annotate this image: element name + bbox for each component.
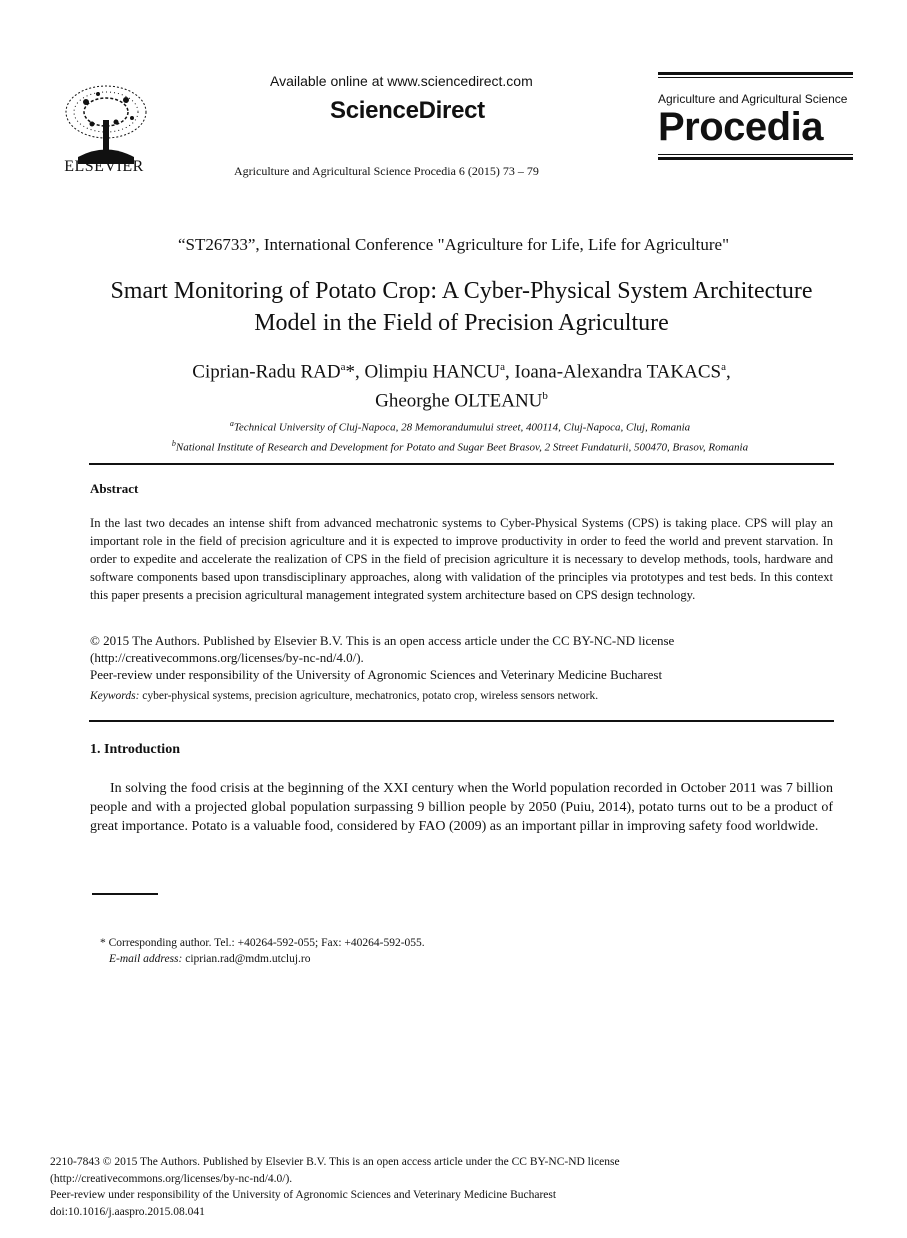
procedia-rule bbox=[658, 154, 853, 155]
procedia-logo bbox=[658, 72, 853, 162]
license-statement bbox=[90, 632, 833, 683]
affiliation-text: National Institute of Research and Development for Potato and Sugar Beet Brasov, 2 Street Fundaturii, 500470, Brasov, Romania bbox=[175, 441, 749, 454]
abstract-heading: Abstract bbox=[90, 481, 139, 496]
author-name: Gheorghe OLTEANU bbox=[375, 390, 543, 412]
author-name: Olimpiu HANCU bbox=[359, 361, 501, 383]
divider bbox=[89, 720, 834, 722]
affiliation-marker: b bbox=[542, 390, 548, 403]
paper-title: Smart Monitoring of Potato Crop: A Cyber-Physical System Architecture Model in the Field of Precision Agriculture bbox=[110, 278, 813, 336]
issn-copyright-line: 2210-7843 © 2015 The Authors. Published by Elsevier B.V. This is an open access article under the CC BY-NC-ND license bbox=[50, 1156, 620, 1168]
elsevier-wordmark: ELSEVIER bbox=[64, 158, 144, 175]
corresponding-author-note: * Corresponding author. Tel.: +40264-592-055; Fax: +40264-592-055. bbox=[100, 937, 425, 949]
peer-review-line: Peer-review under responsibility of the University of Agronomic Sciences and Veterinary Medicine Bucharest bbox=[50, 1189, 557, 1201]
sciencedirect-logo: ScienceDirect bbox=[330, 97, 485, 124]
footnote-rule bbox=[92, 893, 158, 895]
divider bbox=[89, 463, 834, 465]
keywords-text: cyber-physical systems, precision agriculture, mechatronics, potato crop, wireless sensors network. bbox=[139, 690, 599, 702]
affiliation-marker: a bbox=[721, 361, 726, 373]
peer-review-line: Peer-review under responsibility of the University of Agronomic Sciences and Veterinary Medicine Bucharest bbox=[90, 667, 663, 682]
affiliation-marker: a bbox=[229, 419, 234, 428]
doi[interactable]: doi:10.1016/j.aaspro.2015.08.041 bbox=[50, 1205, 205, 1218]
license-line: © 2015 The Authors. Published by Elsevier B.V. This is an open access article under the CC BY-NC-ND license bbox=[90, 633, 675, 648]
affiliation-marker: b bbox=[171, 438, 176, 448]
affiliation-text: Technical University of Cluj-Napoca, 28 Memorandumului street, 400114, Cluj-Napoca, Cluj, Romania bbox=[233, 421, 691, 434]
separator: , bbox=[505, 361, 510, 383]
introduction-paragraph: In solving the food crisis at the beginning of the XXI century when the World population recorded in October 2011 was 7 billion people and with a projected global population surpassing 9 billion people by 2050 (Puiu, 2014), potato turns out to be a product of great importance. Potato is a valuable food, considered by FAO (2009) as an important pillar in improving safety food worldwide. bbox=[90, 781, 833, 834]
bottom-copyright-block bbox=[50, 1154, 850, 1220]
author-list bbox=[100, 355, 823, 414]
procedia-title: Procedia bbox=[658, 105, 823, 149]
affiliations bbox=[60, 416, 860, 455]
corresponding-marker: *, bbox=[345, 361, 360, 383]
author-name: Ciprian-Radu RAD bbox=[192, 361, 341, 383]
affiliation-marker: a bbox=[340, 361, 346, 373]
affiliation-line bbox=[60, 416, 860, 436]
procedia-rule bbox=[658, 72, 853, 75]
email-address[interactable]: ciprian.rad@mdm.utcluj.ro bbox=[182, 953, 311, 965]
separator: , bbox=[725, 361, 731, 383]
available-online-text: Available online at www.sciencedirect.com bbox=[270, 73, 533, 89]
affiliation-marker: a bbox=[500, 361, 506, 373]
keywords bbox=[90, 690, 833, 702]
abstract-text: In the last two decades an intense shift from advanced mechatronic systems to Cyber-Physical Systems (CPS) is taking place. CPS will play an important role in the field of precision agriculture and it is expected to improve productivity in order to feed the world and prevent starvation. In order to expedite and accelerate the realization of CPS in the field of precision agriculture it is necessary to develop methods, tools, hardware and software components based upon transdisciplinary approaches, along with validation of the principles via prototypes and test beds. In this context this paper presents a precision agricultural management integrated system architecture based on CPS design technology. bbox=[90, 516, 833, 602]
license-link[interactable]: (http://creativecommons.org/licenses/by-nc-nd/4.0/). bbox=[50, 1172, 293, 1185]
section-heading-introduction: 1. Introduction bbox=[90, 742, 180, 757]
author-name: Ioana-Alexandra TAKACS bbox=[509, 361, 722, 383]
journal-reference: Agriculture and Agricultural Science Procedia 6 (2015) 73 – 79 bbox=[234, 164, 539, 178]
procedia-subtitle: Agriculture and Agricultural Science bbox=[658, 92, 848, 106]
footnote bbox=[100, 935, 425, 967]
email-label: E-mail address: bbox=[109, 953, 183, 965]
license-link[interactable]: (http://creativecommons.org/licenses/by-nc-nd/4.0/). bbox=[90, 650, 364, 665]
procedia-rule bbox=[658, 157, 853, 160]
procedia-rule bbox=[658, 77, 853, 78]
email-line bbox=[100, 951, 425, 967]
keywords-label: Keywords: bbox=[90, 690, 140, 702]
conference-name: “ST26733”, International Conference "Agriculture for Life, Life for Agriculture" bbox=[177, 235, 730, 254]
affiliation-line bbox=[60, 436, 860, 456]
